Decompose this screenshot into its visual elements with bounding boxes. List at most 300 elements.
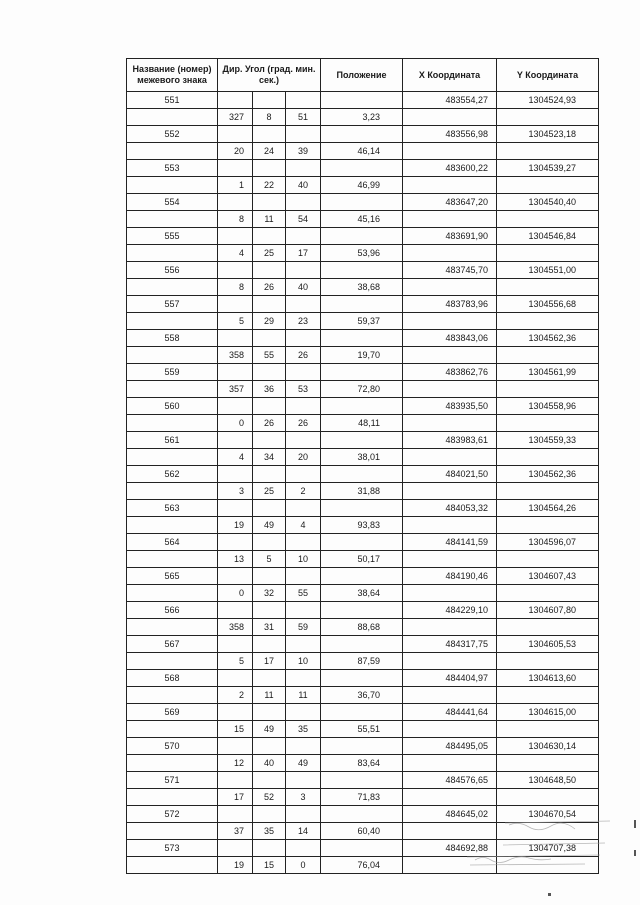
table-cell-seconds: 55 — [286, 585, 321, 602]
table-body — [127, 92, 599, 874]
table-cell-x: 484645,02 — [403, 806, 497, 823]
table-cell-seconds: 26 — [286, 415, 321, 432]
table-cell-x: 483983,61 — [403, 432, 497, 449]
table-cell-length: 88,68 — [321, 619, 403, 636]
table-cell-y — [497, 755, 599, 772]
table-cell-y — [497, 857, 599, 874]
table-cell-minutes — [253, 602, 286, 619]
table-cell-degrees: 13 — [218, 551, 253, 568]
table-cell-degrees — [218, 432, 253, 449]
table-cell-degrees — [218, 92, 253, 109]
table-cell-x: 483843,06 — [403, 330, 497, 347]
table-row — [127, 483, 599, 500]
table-cell-seconds — [286, 670, 321, 687]
table-cell-x — [403, 211, 497, 228]
table-row — [127, 143, 599, 160]
table-cell-length — [321, 840, 403, 857]
table-cell-name — [127, 245, 218, 262]
table-cell-name: 553 — [127, 160, 218, 177]
table-cell-degrees: 0 — [218, 415, 253, 432]
table-cell-y: 1304615,00 — [497, 704, 599, 721]
table-cell-minutes: 24 — [253, 143, 286, 160]
table-cell-degrees: 8 — [218, 211, 253, 228]
table-cell-name — [127, 177, 218, 194]
table-cell-y: 1304556,68 — [497, 296, 599, 313]
table-cell-name: 573 — [127, 840, 218, 857]
table-cell-name: 566 — [127, 602, 218, 619]
table-row — [127, 109, 599, 126]
table-cell-x: 483554,27 — [403, 92, 497, 109]
table-cell-x — [403, 313, 497, 330]
table-cell-seconds: 11 — [286, 687, 321, 704]
table-cell-seconds: 40 — [286, 279, 321, 296]
table-cell-length — [321, 806, 403, 823]
table-row — [127, 789, 599, 806]
table-cell-minutes — [253, 262, 286, 279]
table-cell-degrees: 5 — [218, 313, 253, 330]
table-cell-name: 558 — [127, 330, 218, 347]
table-cell-length — [321, 500, 403, 517]
table-cell-name — [127, 483, 218, 500]
table-cell-y: 1304670,54 — [497, 806, 599, 823]
table-cell-seconds: 2 — [286, 483, 321, 500]
table-cell-name — [127, 857, 218, 874]
table-cell-length — [321, 772, 403, 789]
table-cell-degrees: 19 — [218, 517, 253, 534]
table-row — [127, 262, 599, 279]
table-cell-y: 1304605,53 — [497, 636, 599, 653]
table-cell-minutes — [253, 466, 286, 483]
table-cell-x: 484441,64 — [403, 704, 497, 721]
table-cell-minutes — [253, 772, 286, 789]
table-cell-name — [127, 449, 218, 466]
table-row — [127, 755, 599, 772]
table-row — [127, 245, 599, 262]
table-cell-minutes — [253, 500, 286, 517]
table-cell-y — [497, 483, 599, 500]
header-length: Положение — [321, 59, 403, 92]
table-cell-x: 483745,70 — [403, 262, 497, 279]
table-cell-degrees — [218, 772, 253, 789]
table-cell-y: 1304546,84 — [497, 228, 599, 245]
table-cell-degrees: 3 — [218, 483, 253, 500]
table-cell-length: 46,14 — [321, 143, 403, 160]
table-cell-minutes: 29 — [253, 313, 286, 330]
table-cell-y: 1304540,40 — [497, 194, 599, 211]
table-cell-degrees: 17 — [218, 789, 253, 806]
table-cell-minutes: 49 — [253, 517, 286, 534]
table-cell-x — [403, 279, 497, 296]
table-cell-name: 564 — [127, 534, 218, 551]
table-cell-x: 484053,32 — [403, 500, 497, 517]
table-cell-seconds — [286, 398, 321, 415]
table-cell-name: 572 — [127, 806, 218, 823]
table-cell-minutes: 55 — [253, 347, 286, 364]
table-cell-y: 1304648,50 — [497, 772, 599, 789]
table-row — [127, 364, 599, 381]
table-cell-seconds: 35 — [286, 721, 321, 738]
table-row — [127, 126, 599, 143]
table-row — [127, 534, 599, 551]
table-cell-y — [497, 619, 599, 636]
table-cell-seconds — [286, 840, 321, 857]
table-cell-seconds — [286, 806, 321, 823]
table-cell-x — [403, 789, 497, 806]
table-cell-degrees — [218, 228, 253, 245]
table-cell-minutes: 32 — [253, 585, 286, 602]
table-cell-y — [497, 109, 599, 126]
table-cell-name: 570 — [127, 738, 218, 755]
table-cell-name — [127, 143, 218, 160]
table-cell-length — [321, 568, 403, 585]
table-cell-seconds — [286, 228, 321, 245]
table-cell-name: 571 — [127, 772, 218, 789]
table-cell-name: 561 — [127, 432, 218, 449]
table-cell-seconds: 51 — [286, 109, 321, 126]
table-cell-minutes: 25 — [253, 245, 286, 262]
table-cell-seconds: 39 — [286, 143, 321, 160]
table-cell-degrees: 19 — [218, 857, 253, 874]
table-cell-degrees: 4 — [218, 245, 253, 262]
table-cell-length: 38,01 — [321, 449, 403, 466]
table-cell-x — [403, 755, 497, 772]
table-cell-y — [497, 347, 599, 364]
table-cell-length: 45,16 — [321, 211, 403, 228]
table-row — [127, 636, 599, 653]
table-row — [127, 466, 599, 483]
table-cell-minutes — [253, 228, 286, 245]
table-cell-name — [127, 551, 218, 568]
table-cell-length: 31,88 — [321, 483, 403, 500]
table-cell-x — [403, 687, 497, 704]
table-row — [127, 738, 599, 755]
table-cell-x — [403, 177, 497, 194]
table-cell-name: 554 — [127, 194, 218, 211]
table-cell-x — [403, 245, 497, 262]
table-cell-minutes — [253, 92, 286, 109]
table-cell-y: 1304562,36 — [497, 330, 599, 347]
table-cell-y: 1304523,18 — [497, 126, 599, 143]
table-cell-degrees: 358 — [218, 619, 253, 636]
table-cell-length — [321, 432, 403, 449]
table-cell-x — [403, 483, 497, 500]
table-cell-y — [497, 313, 599, 330]
table-cell-seconds — [286, 126, 321, 143]
table-cell-seconds: 23 — [286, 313, 321, 330]
table-cell-seconds: 54 — [286, 211, 321, 228]
table-row — [127, 330, 599, 347]
table-cell-length — [321, 126, 403, 143]
table-cell-length: 38,68 — [321, 279, 403, 296]
table-cell-minutes: 31 — [253, 619, 286, 636]
table-cell-seconds — [286, 194, 321, 211]
coordinates-table — [126, 58, 599, 874]
table-cell-name — [127, 789, 218, 806]
table-cell-seconds: 20 — [286, 449, 321, 466]
table-cell-length — [321, 92, 403, 109]
table-cell-minutes — [253, 364, 286, 381]
table-cell-y — [497, 517, 599, 534]
table-cell-degrees — [218, 194, 253, 211]
table-row — [127, 398, 599, 415]
table-cell-degrees — [218, 670, 253, 687]
table-cell-seconds: 49 — [286, 755, 321, 772]
header-name: Название (номер) межевого знака — [127, 59, 218, 92]
table-cell-degrees — [218, 738, 253, 755]
table-cell-minutes: 36 — [253, 381, 286, 398]
table-cell-degrees — [218, 296, 253, 313]
table-cell-minutes — [253, 194, 286, 211]
table-cell-x: 484317,75 — [403, 636, 497, 653]
table-cell-minutes: 40 — [253, 755, 286, 772]
table-cell-length — [321, 636, 403, 653]
table-row — [127, 840, 599, 857]
table-row — [127, 415, 599, 432]
table-cell-y — [497, 585, 599, 602]
table-cell-length — [321, 704, 403, 721]
table-cell-degrees — [218, 398, 253, 415]
table-row — [127, 602, 599, 619]
table-cell-x: 483647,20 — [403, 194, 497, 211]
table-cell-length: 71,83 — [321, 789, 403, 806]
table-cell-seconds: 0 — [286, 857, 321, 874]
table-cell-degrees — [218, 126, 253, 143]
table-cell-y: 1304596,07 — [497, 534, 599, 551]
table-cell-length: 53,96 — [321, 245, 403, 262]
table-cell-seconds — [286, 738, 321, 755]
table-cell-name — [127, 585, 218, 602]
table-cell-degrees — [218, 534, 253, 551]
table-cell-x — [403, 823, 497, 840]
table-cell-length: 76,04 — [321, 857, 403, 874]
table-cell-y: 1304551,00 — [497, 262, 599, 279]
table-cell-y — [497, 823, 599, 840]
table-row — [127, 670, 599, 687]
table-cell-name — [127, 687, 218, 704]
table-cell-length: 48,11 — [321, 415, 403, 432]
table-cell-name — [127, 347, 218, 364]
table-cell-seconds — [286, 602, 321, 619]
table-cell-x — [403, 721, 497, 738]
table-cell-y: 1304524,93 — [497, 92, 599, 109]
scan-edge-mark — [634, 850, 636, 856]
table-cell-seconds: 4 — [286, 517, 321, 534]
table-cell-name — [127, 619, 218, 636]
table-cell-y: 1304561,99 — [497, 364, 599, 381]
table-cell-seconds: 10 — [286, 653, 321, 670]
table-header-row — [127, 59, 599, 92]
table-cell-seconds — [286, 432, 321, 449]
table-cell-length: 3,23 — [321, 109, 403, 126]
table-cell-minutes: 22 — [253, 177, 286, 194]
table-cell-length — [321, 602, 403, 619]
table-cell-degrees — [218, 636, 253, 653]
table-cell-x: 483862,76 — [403, 364, 497, 381]
table-row — [127, 687, 599, 704]
table-cell-name: 568 — [127, 670, 218, 687]
table-cell-seconds: 10 — [286, 551, 321, 568]
table-row — [127, 653, 599, 670]
table-cell-y: 1304607,80 — [497, 602, 599, 619]
table-cell-degrees: 8 — [218, 279, 253, 296]
table-cell-seconds — [286, 296, 321, 313]
table-cell-seconds — [286, 466, 321, 483]
table-row — [127, 449, 599, 466]
table-cell-y: 1304559,33 — [497, 432, 599, 449]
table-cell-x: 484190,46 — [403, 568, 497, 585]
table-cell-y — [497, 245, 599, 262]
table-cell-seconds — [286, 568, 321, 585]
table-cell-x: 484576,65 — [403, 772, 497, 789]
table-cell-minutes — [253, 636, 286, 653]
table-cell-x — [403, 449, 497, 466]
table-cell-name — [127, 517, 218, 534]
table-cell-length: 38,64 — [321, 585, 403, 602]
table-cell-degrees — [218, 840, 253, 857]
table-cell-degrees — [218, 330, 253, 347]
table-cell-length — [321, 364, 403, 381]
table-cell-degrees: 37 — [218, 823, 253, 840]
table-cell-seconds: 17 — [286, 245, 321, 262]
table-cell-y — [497, 415, 599, 432]
table-cell-length: 72,80 — [321, 381, 403, 398]
table-cell-y: 1304558,96 — [497, 398, 599, 415]
table-cell-length — [321, 194, 403, 211]
table-row — [127, 704, 599, 721]
table-cell-minutes — [253, 534, 286, 551]
table-cell-degrees — [218, 466, 253, 483]
table-cell-name — [127, 415, 218, 432]
table-cell-minutes — [253, 806, 286, 823]
table-cell-seconds — [286, 330, 321, 347]
table-cell-degrees — [218, 704, 253, 721]
header-x: X Координата — [403, 59, 497, 92]
table-row — [127, 585, 599, 602]
table-cell-x — [403, 109, 497, 126]
table-cell-length: 87,59 — [321, 653, 403, 670]
table-cell-y — [497, 211, 599, 228]
table-cell-minutes — [253, 670, 286, 687]
table-cell-x: 484021,50 — [403, 466, 497, 483]
table-cell-name: 551 — [127, 92, 218, 109]
table-cell-seconds — [286, 636, 321, 653]
table-cell-y — [497, 653, 599, 670]
table-cell-x: 484495,05 — [403, 738, 497, 755]
table-cell-name — [127, 109, 218, 126]
table-cell-degrees: 358 — [218, 347, 253, 364]
table-cell-x — [403, 381, 497, 398]
table-cell-y: 1304607,43 — [497, 568, 599, 585]
table-cell-minutes: 25 — [253, 483, 286, 500]
table-cell-seconds: 53 — [286, 381, 321, 398]
table-cell-length — [321, 262, 403, 279]
scan-dot — [548, 893, 551, 896]
table-cell-x: 483556,98 — [403, 126, 497, 143]
table-cell-y — [497, 449, 599, 466]
table-cell-name — [127, 721, 218, 738]
table-cell-length — [321, 160, 403, 177]
table-row — [127, 313, 599, 330]
table-cell-y — [497, 721, 599, 738]
table-cell-y: 1304562,36 — [497, 466, 599, 483]
table-cell-degrees: 2 — [218, 687, 253, 704]
table-cell-minutes — [253, 296, 286, 313]
table-cell-y — [497, 789, 599, 806]
table-row — [127, 228, 599, 245]
table-cell-length — [321, 738, 403, 755]
table-cell-minutes: 26 — [253, 415, 286, 432]
table-cell-seconds: 59 — [286, 619, 321, 636]
header-angle: Дир. Угол (град. мин. сек.) — [218, 59, 321, 92]
table-cell-name — [127, 381, 218, 398]
table-cell-length: 36,70 — [321, 687, 403, 704]
table-cell-degrees: 327 — [218, 109, 253, 126]
table-cell-minutes — [253, 840, 286, 857]
table-cell-y — [497, 381, 599, 398]
table-cell-seconds — [286, 704, 321, 721]
table-cell-name — [127, 755, 218, 772]
table-row — [127, 279, 599, 296]
table-cell-name: 556 — [127, 262, 218, 279]
table-cell-degrees — [218, 262, 253, 279]
table-cell-name — [127, 653, 218, 670]
table-cell-degrees: 15 — [218, 721, 253, 738]
table-cell-degrees: 0 — [218, 585, 253, 602]
table-cell-length: 59,37 — [321, 313, 403, 330]
table-cell-minutes: 15 — [253, 857, 286, 874]
table-row — [127, 568, 599, 585]
table-cell-degrees: 5 — [218, 653, 253, 670]
header-y: Y Координата — [497, 59, 599, 92]
table-cell-degrees — [218, 602, 253, 619]
table-cell-length: 83,64 — [321, 755, 403, 772]
table-cell-x: 483935,50 — [403, 398, 497, 415]
table-cell-minutes — [253, 738, 286, 755]
table-cell-x — [403, 551, 497, 568]
table-cell-degrees — [218, 160, 253, 177]
table-row — [127, 823, 599, 840]
table-cell-seconds — [286, 500, 321, 517]
table-cell-name: 565 — [127, 568, 218, 585]
table-row — [127, 721, 599, 738]
table-cell-minutes: 34 — [253, 449, 286, 466]
table-cell-seconds — [286, 262, 321, 279]
table-row — [127, 500, 599, 517]
table-cell-length: 50,17 — [321, 551, 403, 568]
table-cell-x: 484141,59 — [403, 534, 497, 551]
table-cell-degrees — [218, 568, 253, 585]
table-cell-y: 1304630,14 — [497, 738, 599, 755]
table-cell-minutes — [253, 330, 286, 347]
table-cell-x — [403, 143, 497, 160]
table-cell-minutes — [253, 126, 286, 143]
table-cell-seconds: 40 — [286, 177, 321, 194]
table-row — [127, 517, 599, 534]
table-cell-y — [497, 279, 599, 296]
table-cell-name: 562 — [127, 466, 218, 483]
table-cell-x — [403, 517, 497, 534]
table-cell-minutes: 17 — [253, 653, 286, 670]
table-cell-x — [403, 619, 497, 636]
table-cell-seconds: 14 — [286, 823, 321, 840]
table-cell-minutes: 8 — [253, 109, 286, 126]
table-row — [127, 92, 599, 109]
table-row — [127, 857, 599, 874]
table-cell-name: 567 — [127, 636, 218, 653]
table-cell-x: 483691,90 — [403, 228, 497, 245]
table-cell-x: 484229,10 — [403, 602, 497, 619]
table-cell-seconds — [286, 92, 321, 109]
